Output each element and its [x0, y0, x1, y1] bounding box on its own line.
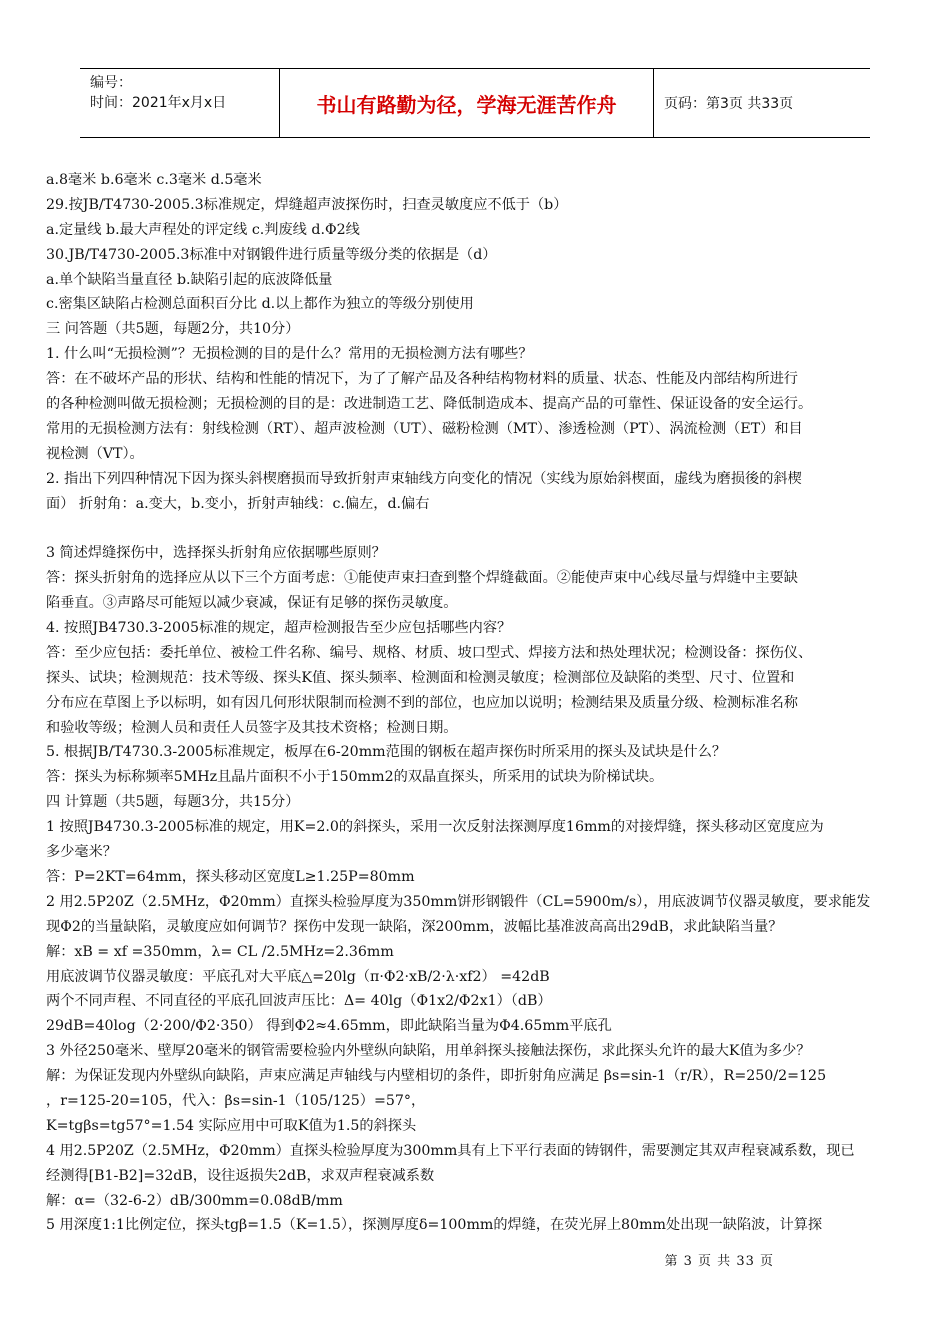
text-line: a.8毫米 b.6毫米 c.3毫米 d.5毫米 [46, 172, 262, 188]
text-line: a.单个缺陷当量直径 b.缺陷引起的底波降低量 [46, 271, 333, 288]
text-line: 3 外径250毫米、壁厚20毫米的钢管需要检验内外壁纵向缺陷，用单斜探头接触法探伤，求此探头允许的最大K值为多少？ [46, 1043, 811, 1060]
text-line: 5 用深度1:1比例定位，探头tgβ=1.5（K=1.5），探测厚度δ=100mm的焊缝，在荧光屏上80mm处出现一缺陷波，计算探 [46, 1217, 823, 1234]
page-footer: 第 3 页 共 33 页 [664, 1254, 774, 1269]
text-line: 2. 指出下列四种情况下因为探头斜楔磨损而导致折射声束轴线方向变化的情况（实线为原始斜楔面，虚线为磨损後的斜楔 [46, 470, 802, 487]
text-line: 4. 按照JB4730.3-2005标准的规定，超声检测报告至少应包括哪些内容？ [46, 620, 512, 637]
header-page-number: 页码：第3页 共33页 [664, 96, 794, 112]
text-line: 用底波调节仪器灵敏度：平底孔对大平底△=20lg（π·Φ2·xB/2·λ·xf2） =42dB [46, 968, 550, 985]
text-line: 陷垂直。③声路尽可能短以减少衰减，保证有足够的探伤灵敏度。 [46, 595, 458, 612]
text-line: 答：在不破坏产品的形状、结构和性能的情况下，为了了解产品及各种结构物材料的质量、状态、性能及内部结构所进行 [46, 371, 798, 388]
text-line: 2 用2.5P20Z（2.5MHz，Φ20mm）直探头检验厚度为350mm饼形钢锻件（CL=5900m/s），用底波调节仪器灵敏度，要求能发 [46, 893, 871, 910]
text-line: 分布应在草图上予以标明，如有因几何形状限制而检测不到的部位，也应加以说明；检测结果及质量分级、检测标准名称 [46, 694, 798, 711]
section-heading-calc: 四 计算题（共5题，每题3分，共15分） [46, 794, 300, 811]
text-line: 答：至少应包括：委托单位、被检工件名称、编号、规格、材质、坡口型式、焊接方法和热处理状况；检测设备：探伤仪、 [46, 644, 813, 661]
text-line: 面） 折射角：a.变大，b.变小，折射声轴线：c.偏左，d.偏右 [46, 495, 430, 512]
text-line: K=tgβs=tg57°=1.54 实际应用中可取K值为1.5的斜探头 [46, 1117, 417, 1134]
question-30: 30.JB/T4730-2005.3标准中对钢锻件进行质量等级分类的依据是（d） [46, 246, 497, 263]
text-line: 解：xB = xf =350mm，λ= CL /2.5MHz=2.36mm [46, 943, 394, 960]
text-line: 多少毫米？ [46, 844, 117, 861]
text-line: 答：P=2KT=64mm，探头移动区宽度L≥1.25P=80mm [46, 868, 415, 885]
text-line: 29dB=40log（2·200/Φ2·350） 得到Φ2≈4.65mm，即此缺陷当量为Φ4.65mm平底孔 [46, 1018, 612, 1035]
text-line: 答：探头折射角的选择应从以下三个方面考虑：①能使声束扫查到整个焊缝截面。②能使声束中心线尽量与焊缝中主要缺 [46, 570, 798, 587]
document-date-label: 时间：2021年x月x日 [90, 95, 227, 111]
text-line: 1. 什么叫“无损检测”？无损检测的目的是什么？常用的无损检测方法有哪些？ [46, 346, 533, 363]
text-line: ，r=125-20=105，代入：βs=sin-1（105/125）=57°， [46, 1092, 426, 1109]
text-line: 1 按照JB4730.3-2005标准的规定，用K=2.0的斜探头，采用一次反射法探测厚度16mm的对接焊缝，探头移动区宽度应为 [46, 819, 824, 836]
text-line: a.定量线 b.最大声程处的评定线 c.判废线 d.Φ2线 [46, 221, 360, 238]
text-line: 视检测（VT）。 [46, 445, 144, 462]
text-line: 5. 根据JB/T4730.3-2005标准规定，板厚在6-20mm范围的钢板在超声探伤时所采用的探头及试块是什么？ [46, 744, 727, 761]
text-line: 现Φ2的当量缺陷，灵敏度应如何调节？探伤中发现一缺陷，深200mm，波幅比基准波高高出29dB，求此缺陷当量？ [46, 918, 783, 935]
text-line: c.密集区缺陷占检测总面积百分比 d.以上都作为独立的等级分别使用 [46, 296, 474, 313]
page-header [80, 68, 870, 138]
text-line: 3 简述焊缝探伤中，选择探头折射角应依据哪些原则？ [46, 545, 386, 562]
text-line: 经测得[B1-B2]=32dB，设往返损失2dB，求双声程衰减系数 [46, 1167, 435, 1184]
header-motto: 书山有路勤为径，学海无涯苦作舟 [280, 69, 654, 137]
text-line: 两个不同声程、不同直径的平底孔回波声压比：Δ= 40lg（Φ1x2/Φ2x1）（dB） [46, 993, 552, 1010]
text-line: 探头、试块；检测规范：技术等级、探头K值、探头频率、检测面和检测灵敏度；检测部位及缺陷的类型、尺寸、位置和 [46, 669, 795, 686]
text-line: 答：探头为标称频率5MHz且晶片面积不小于150mm2的双晶直探头，所采用的试块为阶梯试块。 [46, 769, 664, 786]
text-line: 和验收等级；检测人员和责任人员签字及其技术资格；检测日期。 [46, 719, 458, 736]
text-line: 的各种检测叫做无损检测；无损检测的目的是：改进制造工艺、降低制造成本、提高产品的可靠性、保证设备的安全运行。 [46, 396, 813, 413]
text-line: 解：为保证发现内外壁纵向缺陷，声束应满足声轴线与内壁相切的条件，即折射角应满足 βs=sin-1（r/R），R=250/2=125 [46, 1068, 827, 1085]
document-number-label: 编号： [90, 75, 132, 91]
blank-line [46, 516, 914, 541]
text-line: 4 用2.5P20Z（2.5MHz，Φ20mm）直探头检验厚度为300mm具有上下平行表面的铸钢件，需要测定其双声程衰减系数，现已 [46, 1142, 855, 1159]
text-line: 常用的无损检测方法有：射线检测（RT）、超声波检测（UT）、磁粉检测（MT）、渗透检测（PT）、涡流检测（ET）和目 [46, 420, 803, 437]
question-29: 29.按JB/T4730-2005.3标准规定，焊缝超声波探伤时，扫查灵敏度应不低于（b） [46, 196, 568, 213]
section-heading-qa: 三 问答题（共5题，每题2分，共10分） [46, 321, 300, 338]
header-info [80, 69, 280, 137]
text-line: 解：α=（32-6-2）dB/300mm=0.08dB/mm [46, 1192, 343, 1209]
document-body [46, 168, 914, 1238]
